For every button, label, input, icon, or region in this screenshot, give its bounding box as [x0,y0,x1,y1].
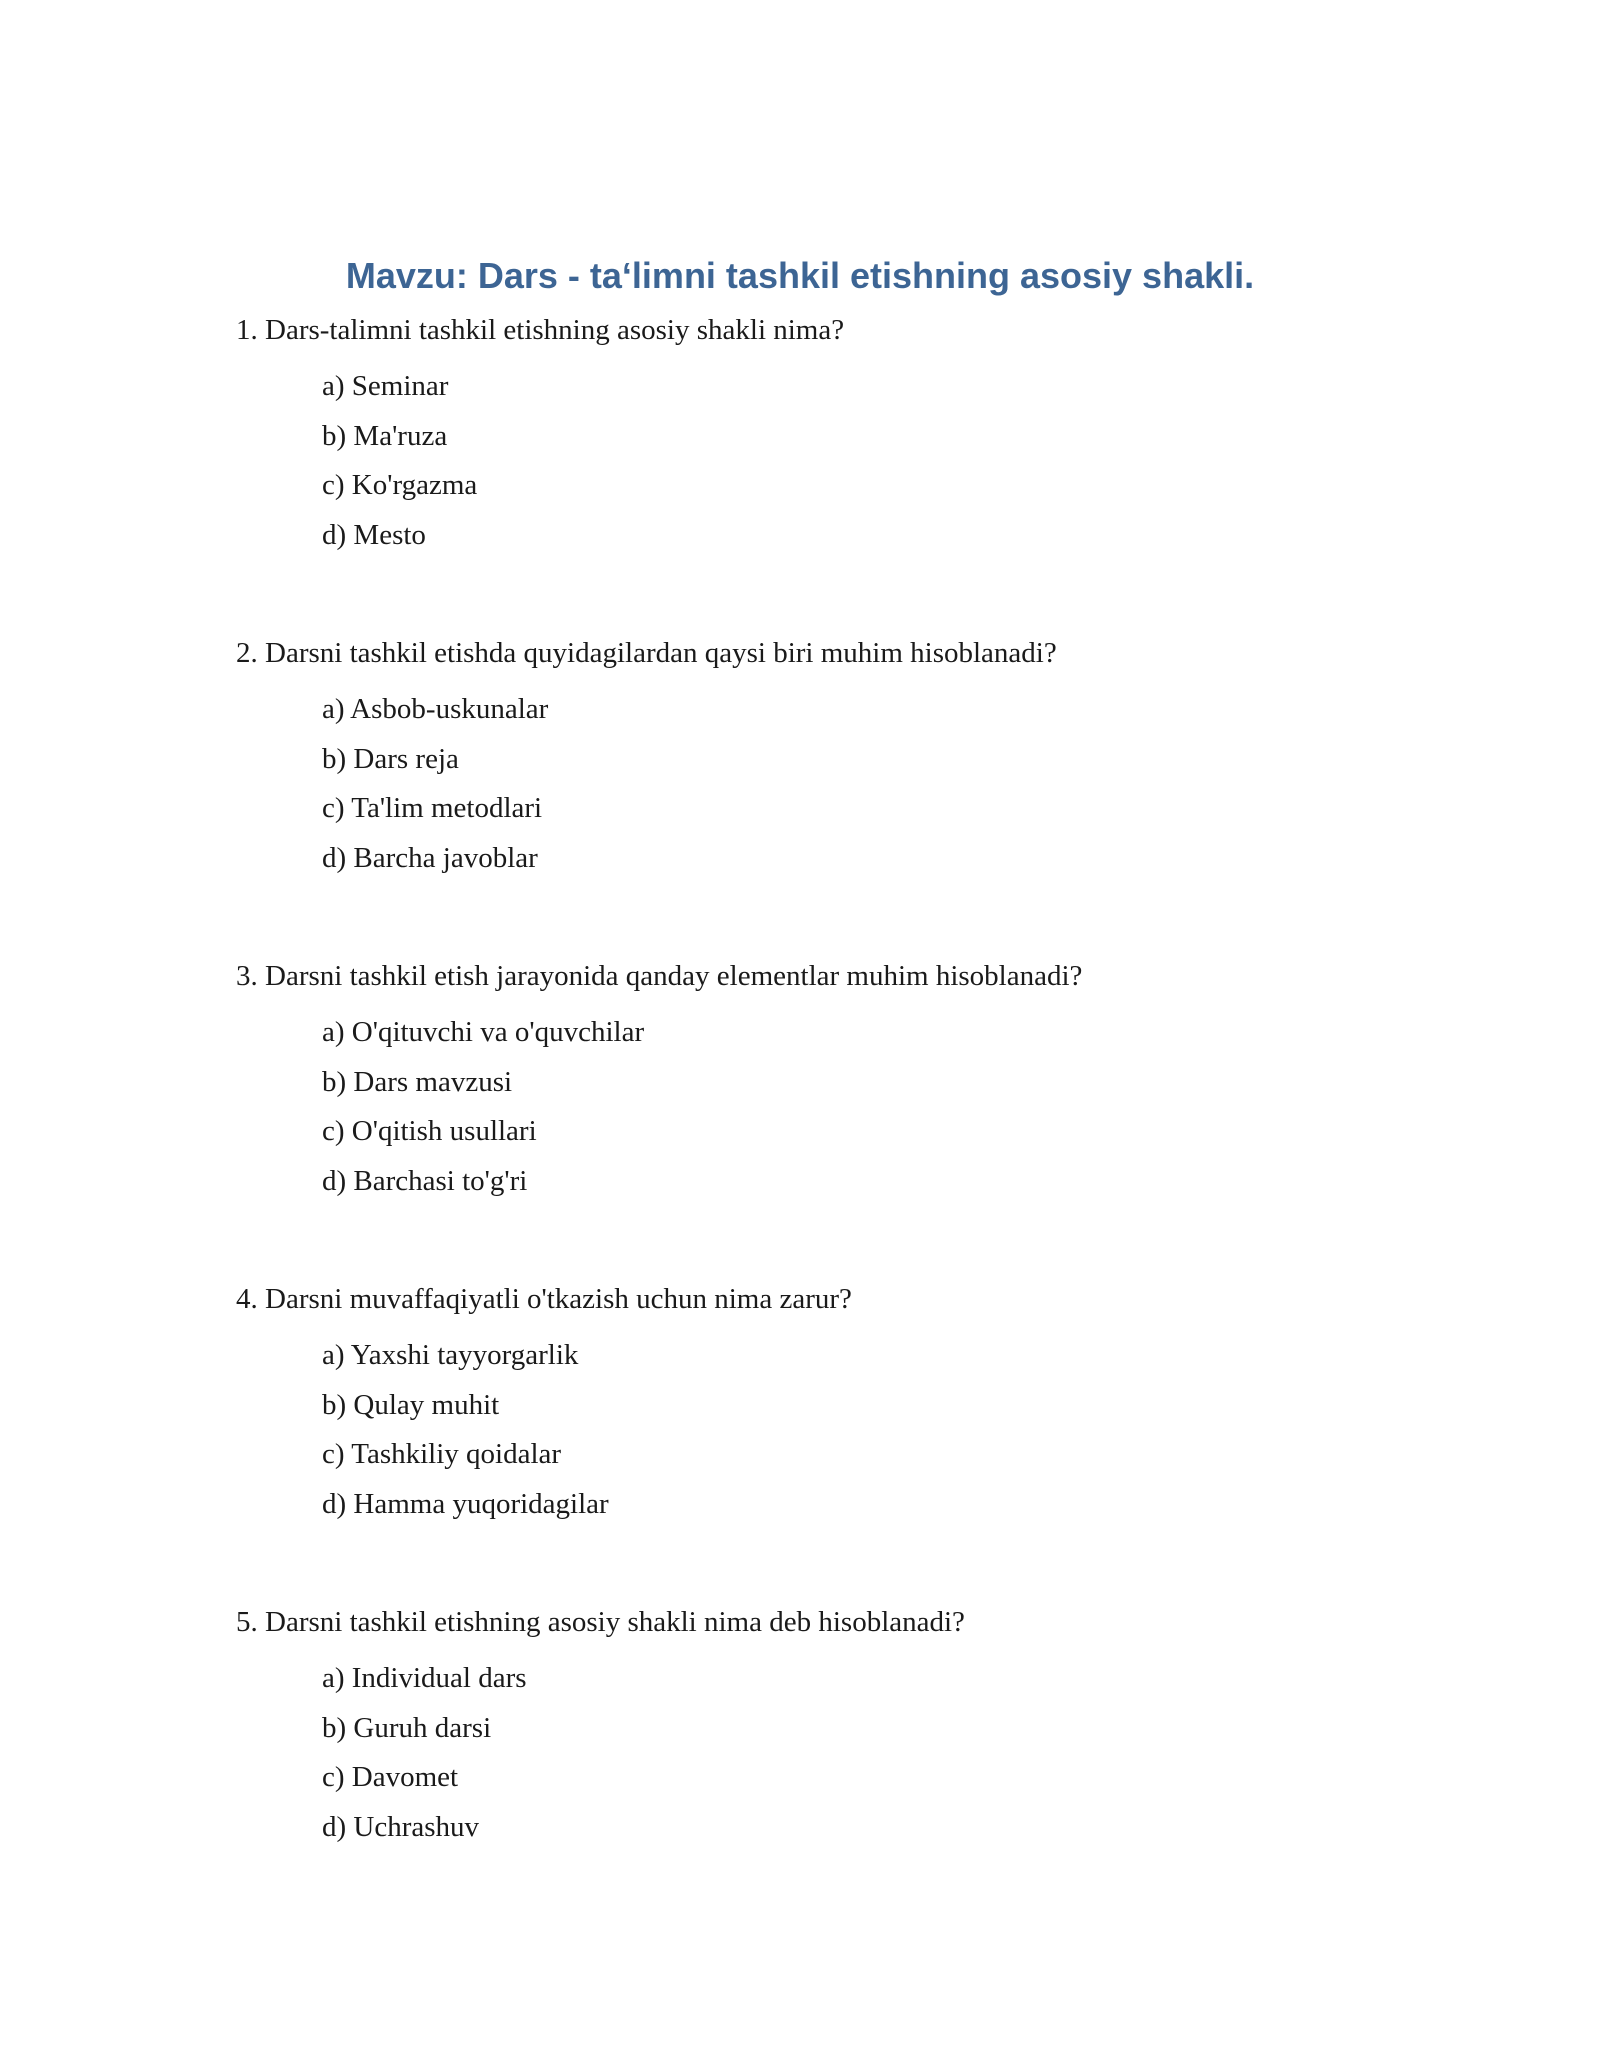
option-b: b) Dars mavzusi [322,1065,513,1098]
option-a: a) Yaxshi tayyorgarlik [322,1339,579,1371]
question-text: 4. Darsni muvaffaqiyatli o'tkazish uchun nima zarur? [236,1283,852,1315]
option-d: d) Barchasi to'g'ri [322,1164,528,1197]
option-list [322,1654,1436,1852]
option-d: d) Barcha javoblar [322,841,538,874]
option-a: a) O'qituvchi va o'quvchilar [322,1016,645,1048]
option-d: d) Mesto [322,518,426,551]
question-text: 5. Darsni tashkil etishning asosiy shakli nima deb hisoblanadi? [236,1606,965,1638]
question-list [236,304,1436,1919]
option-a: a) Asbob-uskunalar [322,693,549,725]
option-b: b) Ma'ruza [322,419,448,452]
option-list [322,1331,1436,1529]
option-list [322,685,1436,883]
option-a: a) Individual dars [322,1662,527,1694]
question-text: 3. Darsni tashkil etish jarayonida qanday elementlar muhim hisoblanadi? [236,960,1083,992]
question-1 [236,304,1436,627]
question-3 [236,950,1436,1273]
document-title: Mavzu: Dars - ta‘limni tashkil etishning asosiy shakli. [345,255,1255,296]
option-b: b) Guruh darsi [322,1711,492,1744]
option-c: c) Davomet [322,1761,459,1793]
option-c: c) Ko'rgazma [322,469,478,501]
question-text: 2. Darsni tashkil etishda quyidagilardan qaysi biri muhim hisoblanadi? [236,637,1057,669]
option-d: d) Uchrashuv [322,1810,480,1843]
option-list [322,362,1436,560]
option-c: c) Tashkiliy qoidalar [322,1438,562,1470]
option-b: b) Dars reja [322,742,459,775]
option-b: b) Qulay muhit [322,1388,500,1421]
question-4 [236,1273,1436,1596]
option-c: c) O'qitish usullari [322,1115,537,1147]
option-a: a) Seminar [322,370,449,402]
option-d: d) Hamma yuqoridagilar [322,1487,609,1520]
question-5 [236,1596,1436,1919]
question-text: 1. Dars-talimni tashkil etishning asosiy shakli nima? [236,314,845,346]
question-2 [236,627,1436,950]
option-list [322,1008,1436,1206]
option-c: c) Ta'lim metodlari [322,792,543,824]
